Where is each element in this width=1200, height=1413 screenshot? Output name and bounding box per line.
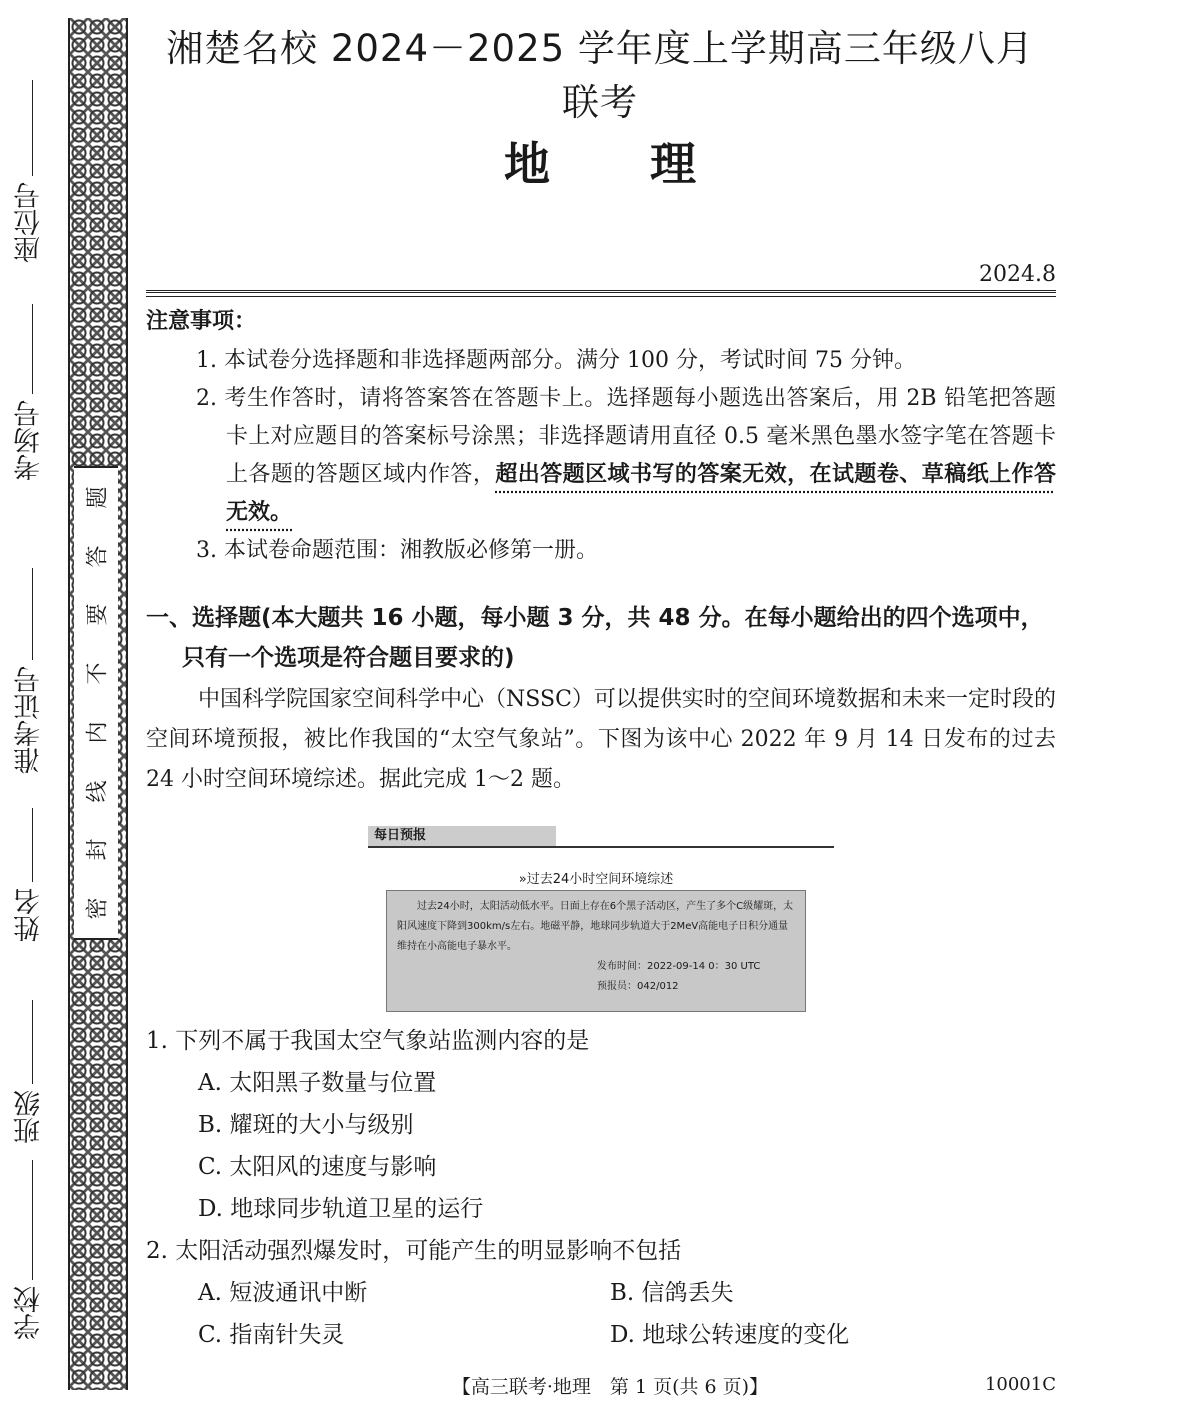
seal-char: 不 [85,662,111,685]
question-option: A. 短波通讯中断 [198,1280,368,1306]
seat-number-field [8,80,52,263]
question-option: A. 太阳黑子数量与位置 [198,1070,437,1096]
subject-title: 地理 [504,137,796,191]
question-stem: 1. 下列不属于我国太空气象站监测内容的是 [146,1028,590,1054]
question-2 [146,1230,1056,1356]
section-title: 一、选择题(本大题共 16 小题，每小题 3 分，共 48 分。在每小题给出的四个选项中，只有一个选项是符合题目要求的) [146,605,1044,671]
space-weather-figure [146,818,1056,1014]
exam-room-label: 考场号 [14,400,45,481]
exam-content [146,300,1056,1356]
question-option: D. 地球同步轨道卫星的运行 [198,1196,484,1222]
notice-item-1: 1. 本试卷分选择题和非选择题两部分。满分 100 分，考试时间 75 分钟。 [196,348,916,373]
class-label: 班级 [14,1090,45,1144]
exam-code: 10001C [984,1374,1056,1395]
question-stem: 2. 太阳活动强烈爆发时，可能产生的明显影响不包括 [146,1238,682,1264]
notice-item-2-text: 2. 考生作答时，请将答案答在答题卡上。选择题每小题选出答案后，用 2B 铅笔把答题卡上对应题目的答案标号涂黑；非选择题请用直径 0.5 毫米黑色墨水签字笔在答题卡上各题的答题区域内作答， [196,386,1056,487]
notice-title: 注意事项： [146,309,257,334]
seal-char: 答 [85,545,111,568]
passage-intro: 中国科学院国家空间科学中心（NSSC）可以提供实时的空间环境数据和未来一定时段的空间环境预报，被比作我国的“太空气象站”。下图为该中心 2022 年 9 月 14 日发布的过去 24 小时空间环境综述。据此完成 1～2 题。 [146,687,1056,792]
school-label: 学校 [14,1286,45,1340]
seal-char: 密 [85,897,111,920]
figure-publish-time: 发布时间：2022-09-14 0：30 UTC [597,961,761,972]
header-divider [146,290,1056,297]
figure-rule [368,846,834,848]
exam-room-field [8,304,52,481]
option-grid [146,1272,1056,1356]
class-field [8,1000,52,1144]
seal-char: 要 [85,603,111,626]
school-field [8,1160,52,1340]
question-1 [146,1020,1056,1230]
figure-body: 过去24小时，太阳活动低水平。日面上存在6个黑子活动区，产生了多个C级耀斑，太阳风速度下降到300km/s左右。地磁平静，地球同步轨道大于2MeV高能电子日积分通量维持在小高能电子暴水平。 [397,901,794,952]
seat-number-label: 座位号 [14,182,45,263]
exam-title: 湘楚名校 2024－2025 学年度上学期高三年级八月联考 [166,27,1034,124]
seal-char: 封 [85,838,111,861]
question-option: C. 指南针失灵 [198,1322,345,1348]
figure-title: »过去24小时空间环境综述 [518,872,674,887]
figure-summary-box [386,890,806,1012]
seal-line-notice [74,466,118,940]
figure-forecaster: 预报员：042/012 [597,981,679,992]
admission-number-label: 准考证号 [14,666,45,774]
notice-item-2 [146,380,1056,532]
figure-label: 每日预报 [368,826,556,846]
notice-item-2-emphasis: 超出答题区域书写的答案无效，在试题卷、草稿纸上作答无效。 [226,462,1056,525]
seal-char: 内 [85,721,111,744]
exam-date: 2024.8 [979,262,1056,287]
seal-char: 题 [85,486,111,509]
question-option: D. 地球公转速度的变化 [610,1322,850,1348]
question-option: B. 信鸽丢失 [610,1280,734,1306]
name-field [8,808,52,942]
admission-number-field [8,568,52,774]
question-option: B. 耀斑的大小与级别 [198,1112,414,1138]
page-footer: 【高三联考·地理 第 1 页(共 6 页)】 [451,1376,769,1398]
notice-item-3: 3. 本试卷命题范围：湘教版必修第一册。 [196,538,598,563]
seal-char: 线 [85,780,111,803]
name-label: 姓名 [14,888,45,942]
question-option: C. 太阳风的速度与影响 [198,1154,437,1180]
